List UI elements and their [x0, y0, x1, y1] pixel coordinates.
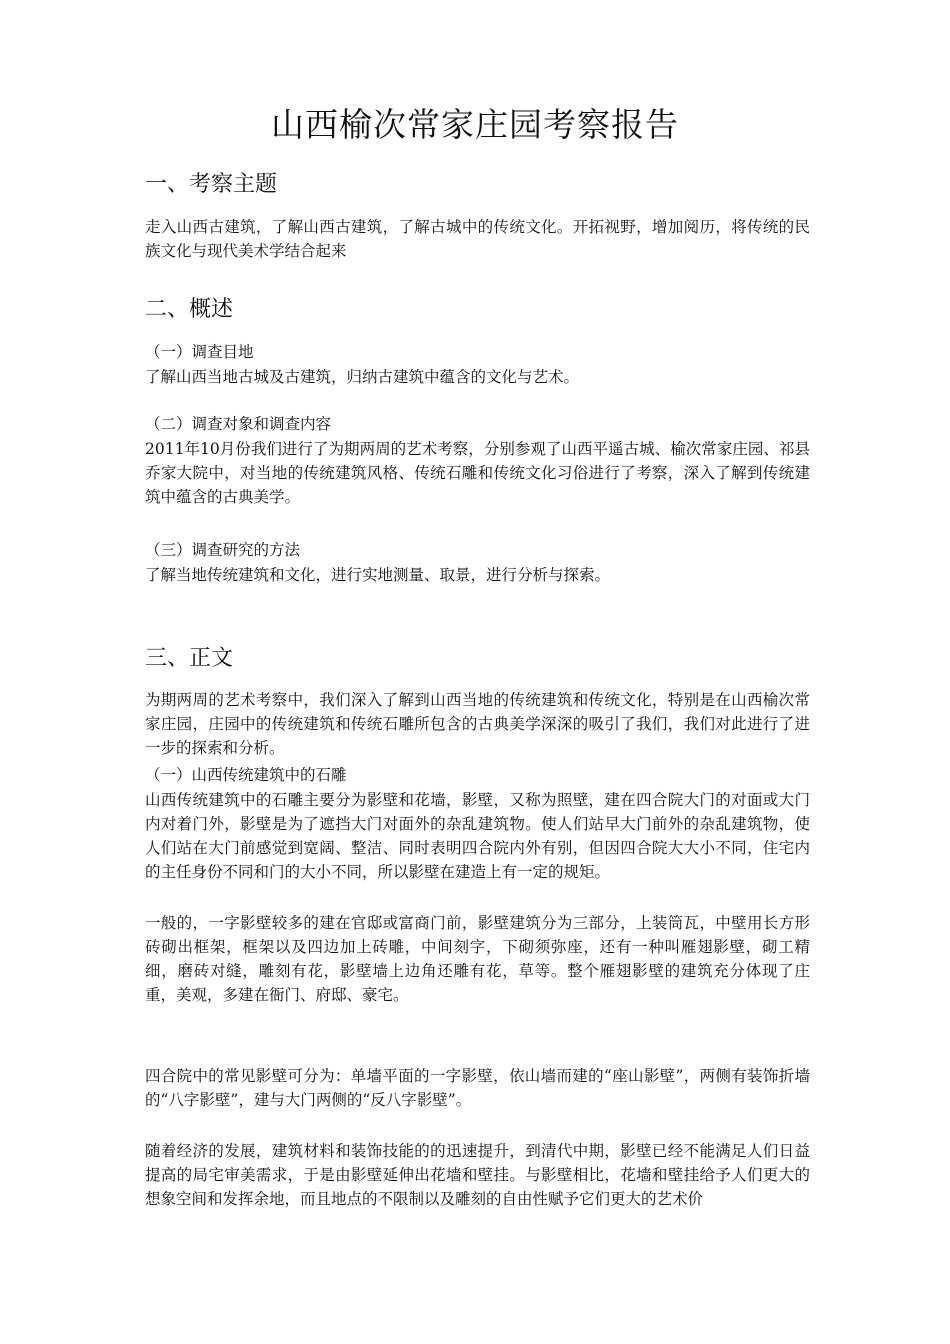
- section2-sub2-body: 2011年10月份我们进行了为期两周的艺术考察，分别参观了山西平遥古城、榆次常家庄园、祁县乔家大院中，对当地的传统建筑风格、传统石雕和传统文化习俗进行了考察，深入了解到传统建筑中蕴含的古典美学。: [145, 440, 810, 506]
- section3-para4: 随着经济的发展，建筑材料和装饰技能的的迅速提升，到清代中期，影壁已经不能满足人们日益提高的局宅审美需求，于是由影壁延伸出花墙和壁挂。与影壁相比，花墙和壁挂给予人们更大的想象空间和发挥余地，而且地点的不限制以及雕刻的自由性赋予它们更大的艺术价: [145, 1142, 810, 1208]
- document-title: 山西榆次常家庄园考察报告: [271, 105, 679, 144]
- section2-sub2-title: （二）调查对象和调查内容: [145, 415, 332, 433]
- section3-para1: 山西传统建筑中的石雕主要分为影壁和花墙，影壁，又称为照壁，建在四合院大门的对面或大门内对着门外，影壁是为了遮挡大门对面外的杂乱建筑物。使人们站早大门前外的杂乱建筑物，使人们站在大门前感觉到宽阔、整洁、同时表明四合院内外有别，但因四合院大大小不同，住宅内的主任身份不同和门的大小不同，所以影壁在建造上有一定的规矩。: [145, 791, 810, 881]
- section2-sub1-title: （一）调查目地: [145, 343, 254, 361]
- section2-heading: 二、概述: [145, 297, 234, 322]
- section2-sub3-body: 了解当地传统建筑和文化，进行实地测量、取景，进行分析与探索。: [145, 566, 611, 584]
- section3-para3: 四合院中的常见影壁可分为：单墙平面的一字影壁，依山墙而建的“座山影壁”，两侧有装饰折墙的“八字影壁”，建与大门两侧的“反八字影壁”。: [145, 1067, 810, 1109]
- section3-heading: 三、正文: [145, 646, 234, 671]
- section1-heading: 一、考察主题: [145, 172, 278, 197]
- section1-body: 走入山西古建筑，了解山西古建筑，了解古城中的传统文化。开拓视野，增加阅历，将传统的民族文化与现代美术学结合起来: [145, 218, 810, 260]
- section2-sub1-body: 了解山西当地古城及古建筑，归纳古建筑中蕴含的文化与艺术。: [145, 368, 580, 386]
- section3-intro: 为期两周的艺术考察中，我们深入了解到山西当地的传统建筑和传统文化，特别是在山西榆次常家庄园，庄园中的传统建筑和传统石雕所包含的古典美学深深的吸引了我们，我们对此进行了进一步的探索和分析。: [145, 691, 810, 757]
- section2-sub3-title: （三）调查研究的方法: [145, 541, 301, 559]
- section3-sub1-title: （一）山西传统建筑中的石雕: [145, 766, 347, 784]
- section3-para2: 一般的，一字影壁较多的建在官邸或富商门前，影壁建筑分为三部分，上装筒瓦，中壁用长方形砖砌出框架，框架以及四边加上砖雕，中间刻字，下砌须弥座，还有一种叫雁翅影壁，砌工精细，磨砖对缝，雕刻有花，影壁墙上边角还雕有花，草等。整个雁翅影壁的建筑充分体现了庄重，美观，多建在衙门、府邸、豪宅。: [145, 914, 810, 1004]
